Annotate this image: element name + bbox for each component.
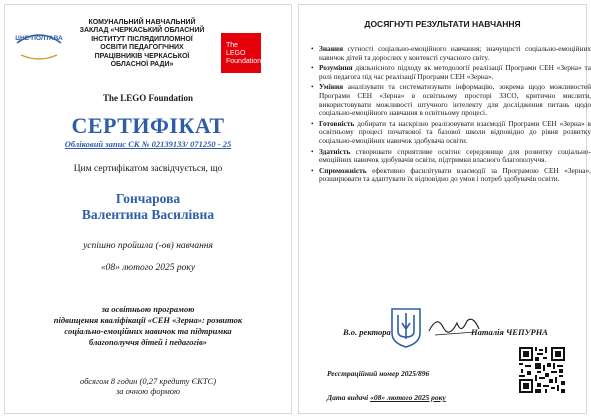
lego-foundation-heading: The LEGO Foundation <box>102 93 194 103</box>
result-term: Уміння <box>319 82 344 92</box>
list-item <box>319 64 591 81</box>
recipient-given-names: Валентина Василівна <box>81 207 215 222</box>
list-item <box>319 120 591 146</box>
result-text: діяльнісного підходу як методології реалізації Програми СЕН «Зерна» та ролі педагога під час реалізації Програми СЕН «Зерна». <box>319 63 591 81</box>
institute-logo-graphic <box>13 29 65 61</box>
certificate-title: СЕРТИФІКАТ <box>71 113 225 138</box>
volume-line: за очною формою <box>115 386 181 396</box>
issue-date <box>327 393 446 402</box>
result-text: сутності соціально-емоційного навчання; значущості соціально-емоційних навичок дітей та дорослих у контексті сучасного світу. <box>319 44 591 62</box>
completion-date: «08» лютого 2025 року <box>100 263 196 273</box>
lego-logo-line: Foundation <box>226 58 262 65</box>
result-term: Спроможність <box>319 165 367 175</box>
program-description <box>5 304 291 348</box>
issue-date-value: «08» лютого 2025 року <box>370 393 446 402</box>
result-text: ефективно фасилітувати взаємодії за Програмою СЕН «Зерна», розширювати та адаптувати їх відповідно до умов і потреб здобувачів освіти. <box>319 165 591 184</box>
org-line: ПРАЦІВНИКІВ ЧЕРКАСЬКОЇ <box>94 52 190 60</box>
result-term: Розуміння <box>319 63 353 73</box>
result-term: Готовність <box>319 118 355 128</box>
institution-name <box>67 19 217 69</box>
program-line: за освітньою програмою <box>101 304 195 314</box>
result-text: аналізувати та систематизувати інформацію, зокрема щодо можливостей Програми СЕН «Зерна» в освітньому просторі ЗЗСО, критично мислити, використовувати можливості штучного інтелекту для дослідження питань щодо соціально-емоційного навчання в освітньому процесі. <box>319 82 591 118</box>
certificate-back <box>298 4 591 414</box>
list-item <box>319 167 591 184</box>
registration-number: Реєстраційний номер 2025/896 <box>327 369 430 378</box>
registration-record: Обліковий запис СК № 02139133/ 071250 - 25 <box>64 139 232 149</box>
completion-text: успішно пройшла (-ов) навчання <box>83 241 213 251</box>
lego-foundation-logo <box>221 33 261 73</box>
issue-date-label: Дата видачі <box>327 393 371 402</box>
program-line: благополуччя дітей і педагогів» <box>88 337 208 347</box>
signature-line <box>309 324 579 344</box>
volume-line: обсягом 8 годин (0,27 кредиту ЄКТС) <box>79 376 217 386</box>
result-term: Знання <box>319 44 344 53</box>
results-title: ДОСЯГНУТІ РЕЗУЛЬТАТИ НАВЧАННЯ <box>364 19 521 29</box>
institute-logo <box>13 29 65 61</box>
result-text: добирати та наскрізно реалізовувати взаємодії Програми СЕН «Зерна» в освітньому процесі початкової та базової школи відповідно до рівня розвитку соціально-емоційних навичок здобувача освіти. <box>319 118 591 145</box>
list-item <box>319 45 591 62</box>
course-volume <box>5 376 291 396</box>
result-term: Здатність <box>319 146 351 156</box>
certificate-front <box>4 4 292 414</box>
list-item <box>319 148 591 165</box>
org-line: ЗАКЛАД «ЧЕРКАСЬКИЙ ОБЛАСНИЙ <box>79 27 205 35</box>
program-line: підвищення кваліфікації «СЕН «Зерна»: розвиток <box>53 315 243 325</box>
recipient-name <box>5 191 291 223</box>
org-line: ОСВІТИ ПЕДАГОГІЧНИХ <box>100 44 184 52</box>
org-line: КОМУНАЛЬНИЙ НАВЧАЛЬНИЙ <box>88 19 196 26</box>
institute-logo-text: ЦНЕ·ПОЛТАВА <box>15 35 63 42</box>
rector-name: Наталія ЧЕПУРНА <box>471 327 548 337</box>
rector-label: В.о. ректора <box>343 327 391 337</box>
results-list <box>309 45 591 186</box>
result-text: створювати сприятливе освітнє середовище для розвитку соціально-емоційних навичок здобувачів освіти, підтримки власного благополуччя. <box>319 146 591 165</box>
org-line: ОБЛАСНОЇ РАДИ» <box>110 61 174 69</box>
list-item <box>319 83 591 117</box>
certifies-text: Цим сертифікатом засвідчується, що <box>73 164 223 174</box>
program-line: соціально-емоційних навичок та підтримка <box>64 326 232 336</box>
lego-logo-line: LEGO <box>226 50 246 57</box>
lego-logo-line: The <box>226 42 239 49</box>
qr-code-icon[interactable] <box>519 347 565 393</box>
recipient-surname: Гончарова <box>115 191 181 206</box>
org-line: ІНСТИТУТ ПІСЛЯДИПЛОМНОЇ <box>91 35 193 43</box>
